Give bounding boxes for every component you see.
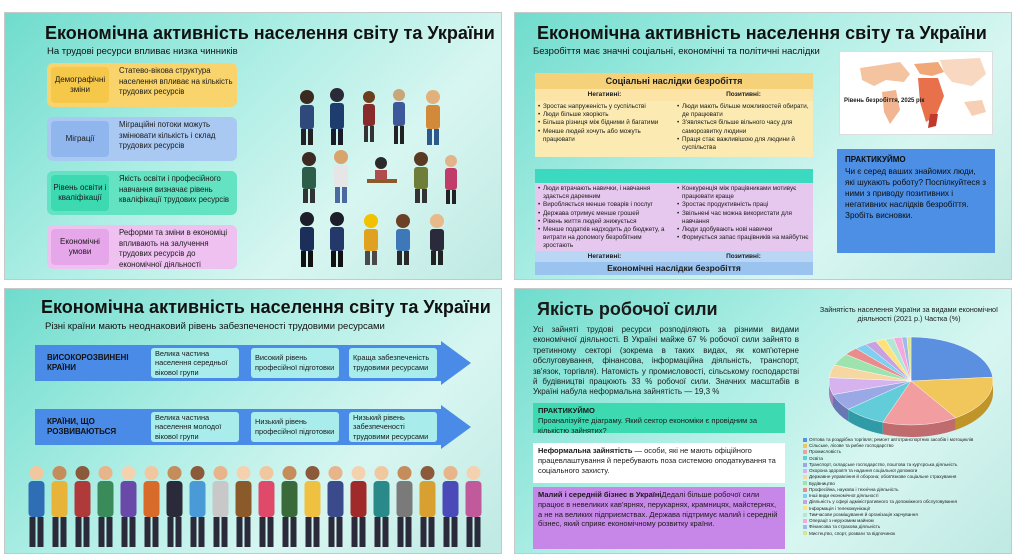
econ-neg-cell bbox=[535, 183, 674, 251]
list-item: • Більша різниця між бідними й багатими bbox=[538, 119, 671, 127]
legend-label: Діяльність у сфері адміністративного та допоміжного обслуговування bbox=[809, 499, 957, 505]
worker-figure bbox=[29, 466, 45, 547]
list-item: • Праця стає важливішою для людини й суспільства bbox=[677, 136, 810, 152]
factor-text: Реформи та зміни в економіці впливають на залучення трудових ресурсів до економічної діяльності bbox=[119, 228, 228, 269]
slide-unemployment bbox=[514, 12, 1012, 280]
legend-label: Інші види економічної діяльності bbox=[809, 493, 879, 499]
left-page bbox=[4, 0, 510, 559]
worker-figure bbox=[213, 466, 229, 547]
legend-swatch bbox=[803, 519, 807, 523]
business-box bbox=[533, 487, 785, 549]
worker-figure bbox=[121, 466, 137, 547]
factor-tag: Демографічні зміни bbox=[51, 67, 109, 103]
factor-demographic bbox=[47, 63, 237, 107]
slide-title: Економічна активність населення світу та України bbox=[41, 297, 491, 317]
legend-swatch bbox=[803, 488, 807, 492]
arrow-tip bbox=[441, 341, 471, 385]
factor-tag: Рівень освіти і кваліфікації bbox=[51, 175, 109, 211]
social-header: Соціальні наслідки безробіття bbox=[535, 73, 813, 89]
slide-subtitle: Різні країни мають неоднаковий рівень забезпеченості трудовими ресурсами bbox=[45, 321, 385, 332]
worker-figure bbox=[236, 466, 252, 547]
legend-swatch bbox=[803, 531, 807, 535]
practice-heading: ПРАКТИКУЙМО bbox=[538, 406, 595, 415]
row-item: Велика частина населення молодої вікової групи bbox=[151, 412, 239, 442]
neg-header: Негативні: bbox=[535, 251, 674, 262]
legend-label: Промисловість bbox=[809, 449, 841, 455]
social-neg-cell bbox=[535, 101, 674, 157]
list-item: • Люди мають більше можливостей обирати, де працювати bbox=[677, 103, 810, 119]
legend-swatch bbox=[803, 475, 807, 479]
list-item: • Менше людей хочуть або можуть працювати bbox=[538, 128, 671, 144]
slide-workforce-quality bbox=[514, 288, 1012, 554]
factor-text: Статево-вікова структура населення впливає на кількість трудових ресурсів bbox=[119, 66, 233, 97]
worker-figure bbox=[98, 466, 114, 547]
worker-figure bbox=[397, 466, 413, 547]
list-item: • Формується запас працівників на майбутнє bbox=[677, 234, 810, 242]
legend-label: Інформація і телекомунікації bbox=[809, 505, 871, 511]
developing-row bbox=[35, 405, 471, 449]
chart-legend bbox=[803, 437, 1009, 537]
pos-header: Позитивні: bbox=[674, 251, 813, 262]
legend-label: Освіта bbox=[809, 455, 823, 461]
unemployment-map bbox=[839, 51, 993, 135]
list-item: • Конкуренція між працівниками мотивує працювати краще bbox=[677, 185, 810, 201]
divider-strip bbox=[535, 169, 813, 183]
worker-figure bbox=[282, 466, 298, 547]
factor-economic bbox=[47, 225, 237, 269]
slide-country-comparison bbox=[4, 288, 502, 554]
practice-box bbox=[533, 403, 785, 433]
worker-figure bbox=[190, 466, 206, 547]
legend-swatch bbox=[803, 513, 807, 517]
worker-figure bbox=[144, 466, 160, 547]
list-item: • Рівень життя людей знижується bbox=[538, 218, 671, 226]
practice-text: Проаналізуйте діаграму. Який сектор економіки є провідним за кількістю зайнятих? bbox=[538, 415, 758, 435]
row-item: Велика частина населення середньої вікової групи bbox=[151, 348, 239, 378]
legend-swatch bbox=[803, 456, 807, 460]
econ-pos-cell bbox=[674, 183, 813, 251]
worker-figure bbox=[305, 466, 321, 547]
workers-illustration bbox=[293, 83, 468, 269]
legend-swatch bbox=[803, 438, 807, 442]
legend-label: Операції з нерухомим майном bbox=[809, 518, 874, 524]
worker-figure bbox=[420, 466, 436, 547]
practice-box bbox=[837, 149, 995, 253]
econ-footer: Економічні наслідки безробіття bbox=[535, 262, 813, 275]
informal-term: Неформальна зайнятість bbox=[538, 446, 633, 455]
factor-education bbox=[47, 171, 237, 215]
slide-subtitle: На трудові ресурси впливає низка чинників bbox=[47, 46, 238, 57]
slide-subtitle: Безробіття має значні соціальні, економічні та політичні наслідки bbox=[533, 46, 820, 57]
list-item: • Люди втрачають навички, і навчання здається даремним bbox=[538, 185, 671, 201]
worker-figure bbox=[374, 466, 390, 547]
slide-title: Економічна активність населення світу та України bbox=[537, 23, 987, 43]
list-item: • З'являється більше вільного часу для саморозвитку людини bbox=[677, 119, 810, 135]
list-item: • Люди здобувають нові навички bbox=[677, 226, 810, 234]
main-paragraph: Усі зайняті трудові ресурси розподіляють за різними видами економічної діяльності. В Україні майже 67 % робочої сили зайнято в третинному секторі (зокрема в таких видах, як комп'ютерне обслуговування, фінансова, інформаційна діяльність, транспорт, зв'язок, торгівля). Натомість у промисловості, сільському господарстві й будівництві працюють 33 % робочої сили. Значних масштабів в Україні набула неформальна зайнятість — 19,3 % bbox=[533, 325, 799, 397]
row-label: КРАЇНИ, ЩО РОЗВИВАЮТЬСЯ bbox=[47, 417, 117, 436]
worker-figure bbox=[75, 466, 91, 547]
professions-illustration bbox=[25, 457, 485, 551]
factor-tag: Економічні умови bbox=[51, 229, 109, 265]
practice-text: Чи є серед ваших знайомих люди, які шукають роботу? Поспілкуйтеся з ними з приводу позитивних і негативних наслідків безробіття. Зробіть висновки. bbox=[845, 167, 986, 221]
row-label: ВИСОКОРОЗВИНЕНІ КРАЇНИ bbox=[47, 353, 129, 372]
pos-header: Позитивні: bbox=[674, 89, 813, 101]
slide-title: Економічна активність населення світу та України bbox=[45, 23, 495, 43]
worker-figure bbox=[259, 466, 275, 547]
legend-label: Охорона здоров'я та надання соціальної допомоги bbox=[809, 468, 918, 474]
worker-figure bbox=[52, 466, 68, 547]
row-item: Високий рівень професійної підготовки bbox=[251, 348, 339, 378]
legend-label: Державне управління й оборона; обов'язкове соціальне страхування bbox=[809, 474, 957, 480]
legend-label: Професійна, наукова і технічна діяльність bbox=[809, 486, 899, 492]
slide-title: Якість робочої сили bbox=[537, 299, 718, 319]
legend-label: Будівництво bbox=[809, 480, 835, 486]
factor-text: Якість освіти і професійного навчання визначає рівень кваліфікації трудових ресурсів bbox=[119, 174, 230, 205]
business-text: Дедалі більше робочої сили працює в невеликих кав'ярнях, перукарнях, крамницях, майстернях, а не на великих підприємствах. Держава підтримує малий і середній бізнес, який сприяє економічному розвитку країни. bbox=[538, 490, 778, 529]
consequences-table bbox=[535, 73, 813, 275]
legend-swatch bbox=[803, 444, 807, 448]
legend-swatch bbox=[803, 525, 807, 529]
factor-tag: Міграції bbox=[51, 121, 109, 157]
worker-figure bbox=[167, 466, 183, 547]
developed-row bbox=[35, 341, 471, 385]
right-page bbox=[514, 0, 1020, 559]
legend-item bbox=[803, 531, 1009, 537]
pie-slice bbox=[911, 337, 993, 381]
list-item: • Люди більше хворіють bbox=[538, 111, 671, 119]
worker-figure bbox=[351, 466, 367, 547]
list-item: • Держава отримує менше грошей bbox=[538, 210, 671, 218]
legend-swatch bbox=[803, 469, 807, 473]
legend-swatch bbox=[803, 450, 807, 454]
list-item: • Звільнені час можна використати для навчання bbox=[677, 210, 810, 226]
list-item: • Зростає напруженість у суспільстві bbox=[538, 103, 671, 111]
legend-label: Транспорт, складське господарство, поштова та кур'єрська діяльність bbox=[809, 461, 958, 467]
business-term: Малий і середній бізнес в Україні bbox=[538, 490, 662, 499]
factor-text: Міграційні потоки можуть змінювати кількість і склад трудових ресурсів bbox=[119, 120, 216, 151]
row-item: Краща забезпеченість трудовими ресурсами bbox=[349, 348, 437, 378]
slide-labor-factors bbox=[4, 12, 502, 280]
worker-figure bbox=[443, 466, 459, 547]
worker-figure bbox=[300, 88, 457, 267]
arrow-tip bbox=[441, 405, 471, 449]
informal-definition bbox=[533, 443, 785, 483]
worker-figure bbox=[328, 466, 344, 547]
legend-label: Фінансова та страхова діяльність bbox=[809, 524, 881, 530]
row-item: Низький рівень забезпеченості трудовими ресурсами bbox=[349, 412, 437, 442]
chart-title: Зайнятість населення України за видами економічної діяльності (2021 р.) Частка (%) bbox=[819, 305, 999, 323]
legend-label: Мистецтво, спорт, розваги та відпочинок bbox=[809, 530, 896, 536]
legend-label: Сільське, лісове та рибне господарство bbox=[809, 443, 894, 449]
legend-swatch bbox=[803, 494, 807, 498]
practice-heading: ПРАКТИКУЙМО bbox=[845, 155, 906, 164]
map-caption: Рівень безробіття, 2025 рік bbox=[844, 98, 925, 104]
legend-swatch bbox=[803, 506, 807, 510]
legend-swatch bbox=[803, 481, 807, 485]
factor-migration bbox=[47, 117, 237, 161]
worker-figure bbox=[466, 466, 482, 547]
list-item: • Менше податків надходить до бюджету, а витрати на допомогу безробітним зростають bbox=[538, 226, 671, 251]
legend-swatch bbox=[803, 463, 807, 467]
list-item: • Виробляється менше товарів і послуг bbox=[538, 201, 671, 209]
legend-swatch bbox=[803, 500, 807, 504]
legend-label: Тимчасове розміщування й організація харчування bbox=[809, 511, 918, 517]
informal-text: — особи, які не мають офіційного працевлаштування й перебувають поза системою оподаткування та соціального захисту. bbox=[538, 446, 776, 475]
social-pos-cell bbox=[674, 101, 813, 157]
legend-label: Оптова та роздрібна торгівля; ремонт автотранспортних засобів і мотоциклів bbox=[809, 437, 974, 442]
list-item: • Зростає продуктивність праці bbox=[677, 201, 810, 209]
neg-header: Негативні: bbox=[535, 89, 674, 101]
row-item: Низький рівень професійної підготовки bbox=[251, 412, 339, 442]
employment-pie-chart bbox=[815, 325, 1011, 445]
